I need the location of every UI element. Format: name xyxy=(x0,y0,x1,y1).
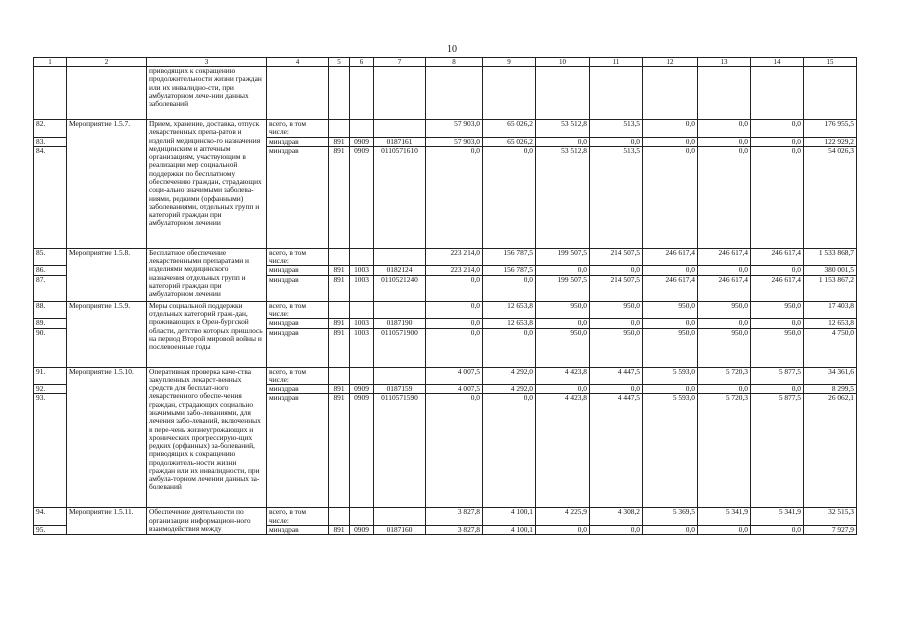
row-number: 85. xyxy=(34,248,67,266)
amount: 0,0 xyxy=(590,385,643,394)
value-cell xyxy=(267,67,329,120)
amount: 0,0 xyxy=(751,146,804,248)
code-rzpr: 0909 xyxy=(350,146,374,248)
amount: 4 007,5 xyxy=(426,385,483,394)
code-grbs: 891 xyxy=(329,146,350,248)
amount: 0,0 xyxy=(698,319,751,328)
amount: 950,0 xyxy=(643,301,698,319)
code-rzpr xyxy=(350,120,374,138)
amount: 0,0 xyxy=(698,146,751,248)
row-number: 89. xyxy=(34,319,67,328)
event-cell xyxy=(67,67,147,120)
code-rzpr: 1003 xyxy=(350,328,374,367)
code-grbs xyxy=(329,120,350,138)
row-number: 91. xyxy=(34,367,67,385)
code-grbs: 891 xyxy=(329,328,350,367)
table-row xyxy=(34,67,857,120)
column-number: 9 xyxy=(483,58,536,67)
amount: 0,0 xyxy=(426,319,483,328)
code-rzpr: 1003 xyxy=(350,266,374,275)
amount: 4 308,2 xyxy=(590,508,643,526)
code-rzpr: 0909 xyxy=(350,137,374,146)
amount: 950,0 xyxy=(751,328,804,367)
executor: минздрав xyxy=(267,385,329,394)
amount: 950,0 xyxy=(698,328,751,367)
amount: 4 423,8 xyxy=(536,394,590,508)
code-csr: 0110521240 xyxy=(374,275,426,301)
code-grbs: 891 xyxy=(329,525,350,534)
executor: минздрав xyxy=(267,319,329,328)
table-body xyxy=(34,58,857,535)
code-csr: 0187159 xyxy=(374,385,426,394)
amount: 246 617,4 xyxy=(698,248,751,266)
executor: всего, в том числе: xyxy=(267,301,329,319)
code-csr: 0110571590 xyxy=(374,394,426,508)
amount: 8 299,5 xyxy=(804,385,857,394)
event-description: Обеспечение деятельности по организации информацион-ного взаимодействия между xyxy=(147,508,267,535)
code-csr xyxy=(374,120,426,138)
code-csr xyxy=(374,508,426,526)
amount: 223 214,0 xyxy=(426,266,483,275)
code-grbs xyxy=(329,248,350,266)
amount: 4 447,5 xyxy=(590,367,643,385)
amount: 12 653,8 xyxy=(804,319,857,328)
amount: 4 423,8 xyxy=(536,367,590,385)
amount: 0,0 xyxy=(590,525,643,534)
event-description: Прием, хранение, доставка, отпуск лекарственных препа-ратов и изделий медицинско-го назначения медицинским и аптечным организациям, участвующим в реализации мер социальной поддержки по бесплатному обеспечению граждан, страдающих соци-ально значимыми заболева-ниями, редкими (орфанными) заболеваниями, отдельных групп и категорий граждан при амбулаторном лечении xyxy=(147,120,267,249)
event-name: Мероприятие 1.5.10. xyxy=(67,367,147,508)
amount: 214 507,5 xyxy=(590,275,643,301)
code-grbs: 891 xyxy=(329,266,350,275)
event-description: Оперативная проверка каче-ства закупленных лекарст-венных средств для бесплат-ного лекарственного обеспе-чения граждан, страдающих социально значимыми забо-леваниями, для лечения забо-леваний, включенных в пере-чень жизнеугрожающих и хронических прогрессирую-щих редких (орфанных) за-болеваний, приводящих к сокращению продолжитель-ности жизни граждан или их инвалидности, при амбула-торном лечении данных за-болеваний xyxy=(147,367,267,508)
amount: 0,0 xyxy=(698,120,751,138)
amount: 0,0 xyxy=(751,319,804,328)
amount: 246 617,4 xyxy=(643,275,698,301)
column-number: 3 xyxy=(147,58,267,67)
code-csr: 0110571900 xyxy=(374,328,426,367)
amount: 513,5 xyxy=(590,146,643,248)
amount: 0,0 xyxy=(751,525,804,534)
event-name: Мероприятие 1.5.7. xyxy=(67,120,147,249)
value-cell xyxy=(329,67,350,120)
value-cell xyxy=(350,67,374,120)
event-name: Мероприятие 1.5.9. xyxy=(67,301,147,367)
amount: 0,0 xyxy=(426,328,483,367)
event-description: Меры социальной поддержки отдельных категорий граж-дан, проживающих в Орен-бургской области, детство которых пришлось на период Второй мировой войны и послевоенные годы xyxy=(147,301,267,367)
column-number: 5 xyxy=(329,58,350,67)
amount: 0,0 xyxy=(751,266,804,275)
amount: 0,0 xyxy=(536,137,590,146)
amount: 0,0 xyxy=(698,266,751,275)
amount: 0,0 xyxy=(590,137,643,146)
code-csr: 0182124 xyxy=(374,266,426,275)
amount: 26 062,1 xyxy=(804,394,857,508)
row-number: 94. xyxy=(34,508,67,526)
column-number-row xyxy=(34,58,857,67)
code-grbs xyxy=(329,301,350,319)
executor: всего, в том числе: xyxy=(267,508,329,526)
amount: 1 533 868,7 xyxy=(804,248,857,266)
executor: всего, в том числе: xyxy=(267,248,329,266)
row-number: 90. xyxy=(34,328,67,367)
amount: 176 955,5 xyxy=(804,120,857,138)
amount: 3 827,8 xyxy=(426,525,483,534)
amount: 0,0 xyxy=(426,146,483,248)
column-number: 14 xyxy=(751,58,804,67)
amount: 156 787,5 xyxy=(483,266,536,275)
event-name: Мероприятие 1.5.8. xyxy=(67,248,147,301)
amount: 0,0 xyxy=(643,525,698,534)
amount: 0,0 xyxy=(751,120,804,138)
amount: 199 507,5 xyxy=(536,275,590,301)
amount: 3 827,8 xyxy=(426,508,483,526)
column-number: 1 xyxy=(34,58,67,67)
amount: 0,0 xyxy=(536,319,590,328)
row-number-cell xyxy=(34,67,67,120)
amount: 4 100,1 xyxy=(483,508,536,526)
amount: 5 720,3 xyxy=(698,367,751,385)
value-cell xyxy=(804,67,857,120)
value-cell xyxy=(751,67,804,120)
value-cell xyxy=(536,67,590,120)
amount: 950,0 xyxy=(751,301,804,319)
code-rzpr: 0909 xyxy=(350,385,374,394)
amount: 0,0 xyxy=(536,525,590,534)
column-number: 15 xyxy=(804,58,857,67)
row-number: 83. xyxy=(34,137,67,146)
code-grbs xyxy=(329,508,350,526)
code-csr xyxy=(374,367,426,385)
amount: 156 787,5 xyxy=(483,248,536,266)
column-number: 7 xyxy=(374,58,426,67)
amount: 246 617,4 xyxy=(751,275,804,301)
amount: 0,0 xyxy=(426,275,483,301)
page-number: 10 xyxy=(447,44,457,55)
executor: минздрав xyxy=(267,328,329,367)
amount: 5 720,3 xyxy=(698,394,751,508)
amount: 950,0 xyxy=(643,328,698,367)
value-cell xyxy=(426,67,483,120)
amount: 0,0 xyxy=(536,385,590,394)
code-rzpr xyxy=(350,248,374,266)
executor: минздрав xyxy=(267,394,329,508)
amount: 17 403,8 xyxy=(804,301,857,319)
amount: 65 026,2 xyxy=(483,137,536,146)
column-number: 10 xyxy=(536,58,590,67)
amount: 5 369,5 xyxy=(643,508,698,526)
code-csr xyxy=(374,248,426,266)
amount: 0,0 xyxy=(643,319,698,328)
code-rzpr xyxy=(350,367,374,385)
table-row xyxy=(34,301,857,319)
amount: 380 001,5 xyxy=(804,266,857,275)
column-number: 13 xyxy=(698,58,751,67)
value-cell xyxy=(590,67,643,120)
code-csr xyxy=(374,301,426,319)
row-number: 86. xyxy=(34,266,67,275)
code-grbs: 891 xyxy=(329,385,350,394)
code-rzpr xyxy=(350,508,374,526)
amount: 0,0 xyxy=(483,146,536,248)
code-grbs: 891 xyxy=(329,275,350,301)
code-rzpr: 0909 xyxy=(350,525,374,534)
amount: 246 617,4 xyxy=(643,248,698,266)
value-cell xyxy=(643,67,698,120)
amount: 513,5 xyxy=(590,120,643,138)
amount: 1 153 867,2 xyxy=(804,275,857,301)
amount: 0,0 xyxy=(643,266,698,275)
amount: 0,0 xyxy=(590,319,643,328)
amount: 246 617,4 xyxy=(751,248,804,266)
value-cell xyxy=(698,67,751,120)
amount: 950,0 xyxy=(590,301,643,319)
amount: 246 617,4 xyxy=(698,275,751,301)
column-number: 8 xyxy=(426,58,483,67)
column-number: 11 xyxy=(590,58,643,67)
code-grbs: 891 xyxy=(329,394,350,508)
amount: 0,0 xyxy=(643,385,698,394)
amount: 54 026,3 xyxy=(804,146,857,248)
code-csr: 0187160 xyxy=(374,525,426,534)
amount: 0,0 xyxy=(426,301,483,319)
amount: 0,0 xyxy=(698,385,751,394)
executor: всего, в том числе: xyxy=(267,120,329,138)
amount: 12 653,8 xyxy=(483,319,536,328)
amount: 0,0 xyxy=(536,266,590,275)
amount: 4 292,0 xyxy=(483,367,536,385)
amount: 57 903,0 xyxy=(426,137,483,146)
amount: 53 512,8 xyxy=(536,146,590,248)
description-cell: приводящих к сокращению продолжительности жизни граждан или их инвалидно-сти, при амбулаторном лече-нии данных заболеваний xyxy=(147,67,267,120)
row-number: 84. xyxy=(34,146,67,248)
executor: минздрав xyxy=(267,525,329,534)
amount: 0,0 xyxy=(751,385,804,394)
table-row xyxy=(34,120,857,138)
table-row xyxy=(34,367,857,385)
code-grbs xyxy=(329,367,350,385)
amount: 950,0 xyxy=(590,328,643,367)
code-grbs: 891 xyxy=(329,319,350,328)
amount: 57 903,0 xyxy=(426,120,483,138)
amount: 223 214,0 xyxy=(426,248,483,266)
amount: 5 341,9 xyxy=(751,508,804,526)
code-rzpr xyxy=(350,301,374,319)
code-rzpr: 0909 xyxy=(350,394,374,508)
amount: 0,0 xyxy=(643,137,698,146)
code-rzpr: 1003 xyxy=(350,275,374,301)
amount: 0,0 xyxy=(698,525,751,534)
amount: 214 507,5 xyxy=(590,248,643,266)
amount: 5 877,5 xyxy=(751,367,804,385)
event-description: Бесплатное обеспечение лекарственными препаратами и изделиями медицинского назначения отдельных групп и категорий граждан при амбулаторном лечении xyxy=(147,248,267,301)
row-number: 95. xyxy=(34,525,67,534)
amount: 950,0 xyxy=(536,328,590,367)
amount: 0,0 xyxy=(483,275,536,301)
budget-table xyxy=(33,57,857,535)
amount: 0,0 xyxy=(590,266,643,275)
amount: 34 361,6 xyxy=(804,367,857,385)
executor: минздрав xyxy=(267,137,329,146)
amount: 5 593,0 xyxy=(643,367,698,385)
table-row xyxy=(34,248,857,266)
amount: 0,0 xyxy=(643,146,698,248)
event-name: Мероприятие 1.5.11. xyxy=(67,508,147,535)
amount: 12 653,8 xyxy=(483,301,536,319)
executor: минздрав xyxy=(267,146,329,248)
table-row xyxy=(34,508,857,526)
amount: 950,0 xyxy=(536,301,590,319)
amount: 5 877,5 xyxy=(751,394,804,508)
code-csr: 0187190 xyxy=(374,319,426,328)
value-cell xyxy=(483,67,536,120)
amount: 32 515,3 xyxy=(804,508,857,526)
code-rzpr: 1003 xyxy=(350,319,374,328)
amount: 5 341,9 xyxy=(698,508,751,526)
amount: 0,0 xyxy=(751,137,804,146)
amount: 4 225,9 xyxy=(536,508,590,526)
row-number: 92. xyxy=(34,385,67,394)
code-csr: 0187161 xyxy=(374,137,426,146)
value-cell xyxy=(374,67,426,120)
amount: 4 007,5 xyxy=(426,367,483,385)
executor: всего, в том числе: xyxy=(267,367,329,385)
amount: 4 750,0 xyxy=(804,328,857,367)
amount: 199 507,5 xyxy=(536,248,590,266)
code-grbs: 891 xyxy=(329,137,350,146)
amount: 950,0 xyxy=(698,301,751,319)
row-number: 88. xyxy=(34,301,67,319)
row-number: 82. xyxy=(34,120,67,138)
code-csr: 0110571610 xyxy=(374,146,426,248)
amount: 0,0 xyxy=(643,120,698,138)
amount: 0,0 xyxy=(426,394,483,508)
amount: 0,0 xyxy=(483,328,536,367)
column-number: 12 xyxy=(643,58,698,67)
row-number: 87. xyxy=(34,275,67,301)
amount: 4 100,1 xyxy=(483,525,536,534)
row-number: 93. xyxy=(34,394,67,508)
column-number: 4 xyxy=(267,58,329,67)
amount: 0,0 xyxy=(698,137,751,146)
amount: 7 927,9 xyxy=(804,525,857,534)
amount: 53 512,8 xyxy=(536,120,590,138)
amount: 65 026,2 xyxy=(483,120,536,138)
executor: минздрав xyxy=(267,266,329,275)
executor: минздрав xyxy=(267,275,329,301)
amount: 122 929,2 xyxy=(804,137,857,146)
column-number: 2 xyxy=(67,58,147,67)
column-number: 6 xyxy=(350,58,374,67)
amount: 5 593,0 xyxy=(643,394,698,508)
amount: 0,0 xyxy=(483,394,536,508)
amount: 4 292,0 xyxy=(483,385,536,394)
amount: 4 447,5 xyxy=(590,394,643,508)
